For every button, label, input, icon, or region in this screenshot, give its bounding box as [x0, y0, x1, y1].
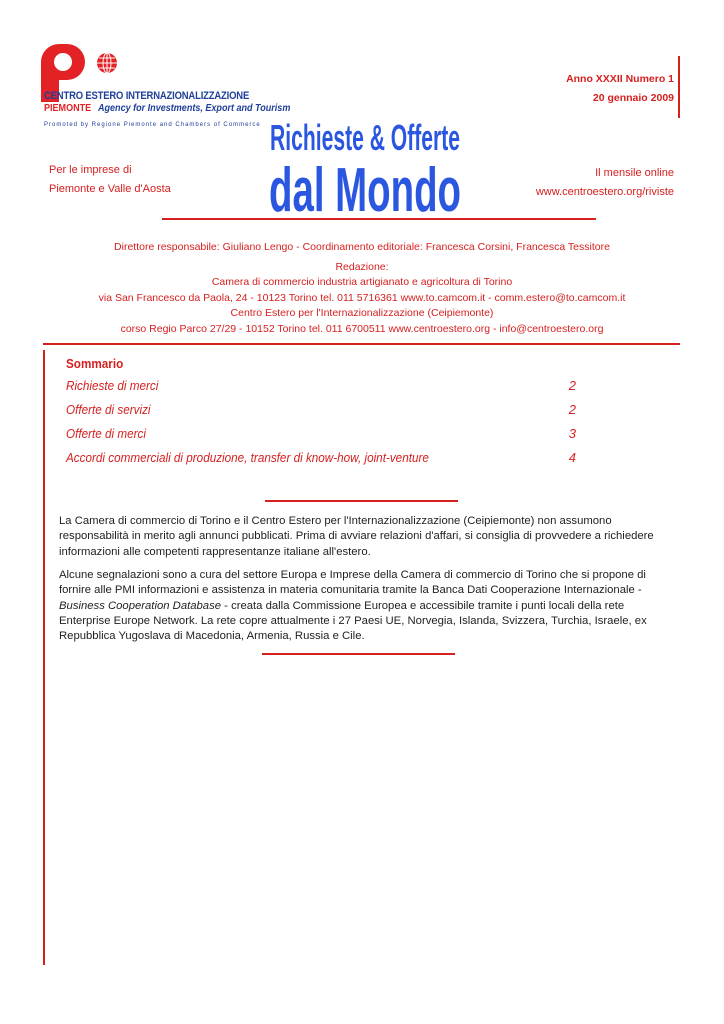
issue-number: Anno XXXII Numero 1 — [566, 73, 674, 85]
toc-item-page: 4 — [568, 450, 576, 465]
audience-line-1: Per le imprese di — [49, 164, 132, 176]
globe-icon — [96, 52, 118, 74]
logo-region: PIEMONTE — [44, 102, 92, 114]
credits-director: Direttore responsabile: Giuliano Lengo - Coordinamento editoriale: Francesca Corsini, Francesca Tessitore — [114, 241, 610, 253]
credits-redazione: Redazione: — [335, 260, 389, 273]
info-text-b: - creata dalla Commissione Europea e accessibile tramite i punti locali della rete Enterprise Europe Network. La rete copre attualmente i 27 Paesi UE, Norvegia, Islanda, Svizzera, Turchia, Israele, ex Repubblica Yugoslava di Macedonia, Armenia, Russia e Cile. — [59, 599, 647, 643]
toc-rule — [265, 500, 458, 502]
toc-item-page: 3 — [568, 426, 576, 441]
toc-item[interactable] — [66, 425, 576, 449]
credits-camera-address: via San Francesco da Paola, 24 - 10123 Torino tel. 011 5716361 www.to.camcom.it - comm.estero@to.camcom.it — [98, 291, 626, 304]
credits-centro: Centro Estero per l'Internazionalizzazione (Ceipiemonte) — [230, 307, 494, 319]
disclaimer-text: La Camera di commercio di Torino e il Centro Estero per l'Internazionalizzazione (Ceipiemonte) non assumono responsabilità in merito agli annunci pubblicati. Prima di avviare relazioni d'affari, si consiglia di provvedere a richiedere informazioni alle competenti rappresentanze italiane all'estero. — [59, 515, 654, 558]
online-note — [536, 164, 674, 202]
audience-line-2: Piemonte e Valle d'Aosta — [49, 183, 171, 195]
logo-promoted-by: Promoted by Regione Piemonte and Chambers of Commerce — [44, 122, 261, 128]
website-link[interactable]: www.centroestero.org/riviste — [535, 186, 674, 198]
credits — [0, 240, 724, 337]
online-line-1: Il mensile online — [595, 167, 674, 179]
issue-date: 20 gennaio 2009 — [592, 92, 674, 104]
credits-rule — [43, 343, 680, 345]
toc-item[interactable] — [66, 401, 576, 425]
toc-item-label: Offerte di merci — [66, 426, 146, 441]
logo-org-name: CENTRO ESTERO INTERNAZIONALIZZAZIONE — [44, 90, 250, 102]
credits-camera: Camera di commercio industria artigianato e agricoltura di Torino — [211, 276, 513, 288]
toc-item-page: 2 — [568, 378, 576, 393]
toc-item-label: Accordi commerciali di produzione, transfer di know-how, joint-venture — [66, 450, 429, 465]
disclaimer-paragraph — [59, 514, 667, 560]
info-paragraph — [59, 568, 667, 644]
left-margin-bar — [43, 350, 45, 965]
body-rule — [262, 653, 455, 655]
table-of-contents — [66, 356, 576, 473]
toc-item-label: Richieste di merci — [66, 378, 159, 393]
title-line-2: dal Mondo — [269, 156, 461, 218]
logo-tagline: Agency for Investments, Export and Tourism — [98, 102, 291, 114]
info-text — [59, 568, 667, 644]
info-text-a: Alcune segnalazioni sono a cura del settore Europa e Imprese della Camera di commercio di Torino che si propone di fornire alle PMI informazioni e assistenza in materia comunitaria tramite la Banca Dati Cooperazione Internazionale - — [59, 569, 646, 597]
toc-item[interactable] — [66, 449, 576, 473]
credits-centro-address: corso Regio Parco 27/29 - 10152 Torino tel. 011 6700511 www.centroestero.org - info@centroestero.org — [120, 322, 604, 335]
toc-item-page: 2 — [568, 402, 576, 417]
newsletter-title — [265, 108, 465, 218]
toc-item-label: Offerte di servizi — [66, 402, 151, 417]
header-rule — [162, 218, 596, 220]
toc-item[interactable] — [66, 377, 576, 401]
issue-info — [566, 70, 674, 108]
toc-heading: Sommario — [66, 356, 124, 371]
audience-note — [49, 161, 171, 199]
top-right-divider — [678, 56, 680, 118]
info-text-italic: Business Cooperation Database — [59, 599, 222, 612]
title-line-1: Richieste & Offerte — [270, 117, 460, 158]
